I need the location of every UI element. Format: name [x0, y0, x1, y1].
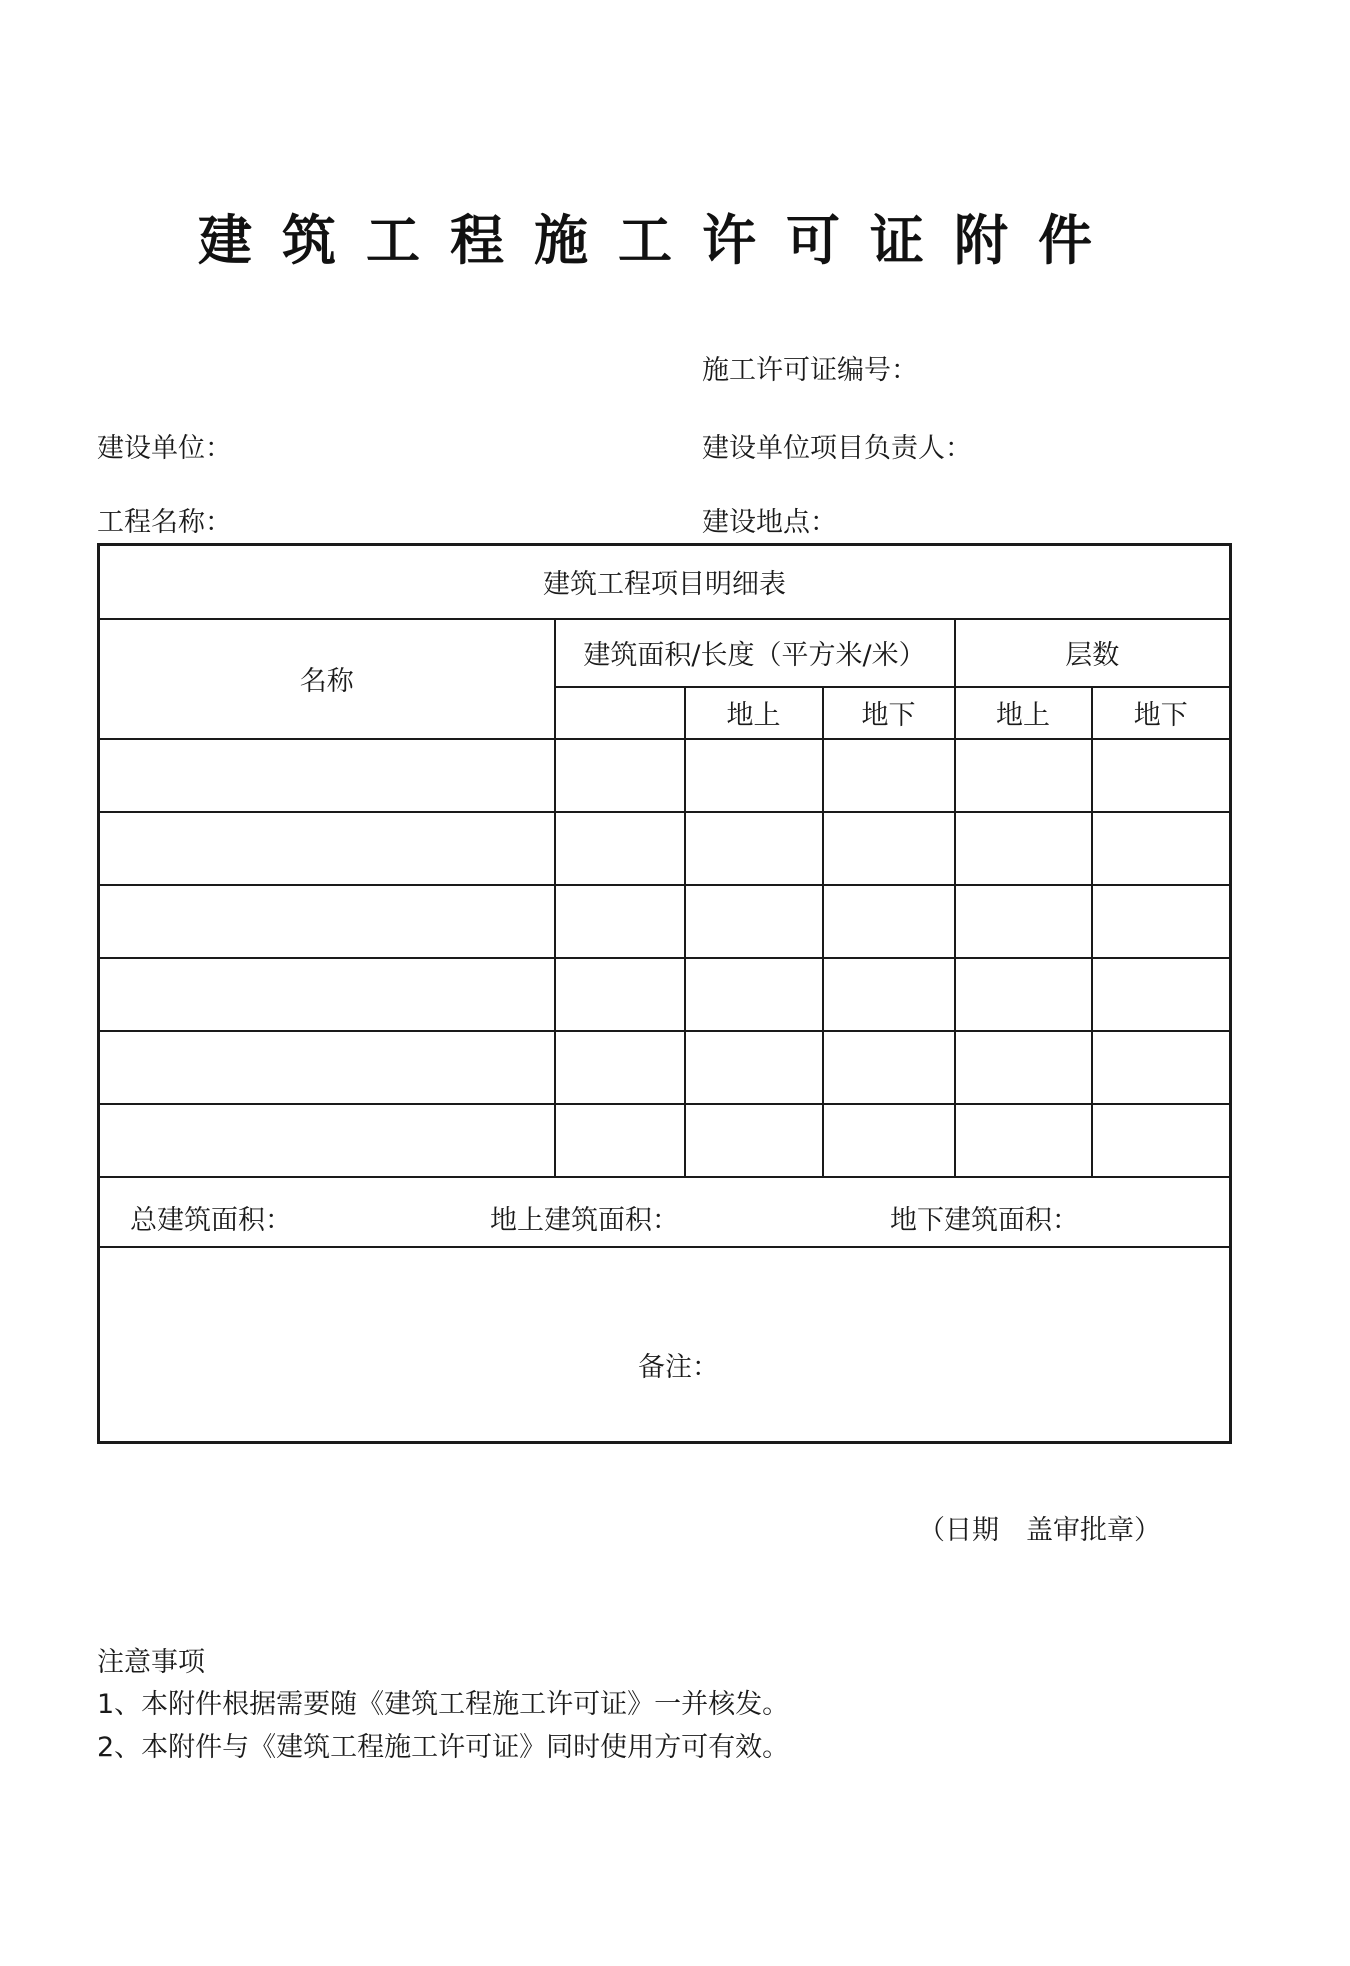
cell-floors-above[interactable]: [955, 1031, 1092, 1104]
notice-item: 2、本附件与《建筑工程施工许可证》同时使用方可有效。: [97, 1732, 790, 1763]
header-area-blank: [555, 687, 685, 739]
project-detail-table: [97, 543, 1232, 1444]
header-name: 名称: [99, 619, 555, 739]
header-area-above: 地上: [685, 687, 823, 739]
table-row: [99, 1031, 1231, 1104]
cell-area-below[interactable]: [823, 1104, 955, 1177]
cell-area-below[interactable]: [823, 812, 955, 885]
cell-area[interactable]: [555, 958, 685, 1031]
project-name-label: 工程名称：: [97, 507, 232, 538]
construction-unit-label: 建设单位：: [97, 433, 232, 464]
total-area-label: 总建筑面积：: [130, 1204, 292, 1236]
cell-floors-above[interactable]: [955, 812, 1092, 885]
cell-area[interactable]: [555, 739, 685, 812]
cell-area-below[interactable]: [823, 739, 955, 812]
cell-floors-below[interactable]: [1092, 885, 1231, 958]
table-row: [99, 885, 1231, 958]
cell-floors-below[interactable]: [1092, 1031, 1231, 1104]
cell-area-above[interactable]: [685, 885, 823, 958]
cell-floors-above[interactable]: [955, 958, 1092, 1031]
unit-manager-label: 建设单位项目负责人：: [702, 433, 972, 464]
cell-area[interactable]: [555, 1104, 685, 1177]
cell-name[interactable]: [99, 1031, 555, 1104]
remarks-label: 备注：: [638, 1351, 719, 1383]
table-title: 建筑工程项目明细表: [99, 545, 1231, 619]
notice-item: 1、本附件根据需要随《建筑工程施工许可证》一并核发。: [97, 1689, 790, 1720]
above-ground-area-label: 地上建筑面积：: [490, 1204, 679, 1236]
header-area: 建筑面积/长度（平方米/米）: [555, 619, 955, 687]
header-floors-above: 地上: [955, 687, 1092, 739]
cell-area-above[interactable]: [685, 1031, 823, 1104]
notice-heading: 注意事项: [97, 1647, 205, 1678]
cell-name[interactable]: [99, 958, 555, 1031]
cell-floors-above[interactable]: [955, 885, 1092, 958]
cell-area[interactable]: [555, 1031, 685, 1104]
table-row: [99, 958, 1231, 1031]
cell-name[interactable]: [99, 1104, 555, 1177]
below-ground-area-label: 地下建筑面积：: [890, 1204, 1079, 1236]
cell-area-above[interactable]: [685, 958, 823, 1031]
cell-name[interactable]: [99, 739, 555, 812]
cell-floors-below[interactable]: [1092, 739, 1231, 812]
remarks-cell[interactable]: [99, 1247, 1231, 1443]
cell-area-above[interactable]: [685, 812, 823, 885]
cell-name[interactable]: [99, 812, 555, 885]
table-row: [99, 1104, 1231, 1177]
cell-floors-below[interactable]: [1092, 812, 1231, 885]
cell-area-above[interactable]: [685, 1104, 823, 1177]
cell-floors-above[interactable]: [955, 739, 1092, 812]
cell-name[interactable]: [99, 885, 555, 958]
table-row: [99, 812, 1231, 885]
header-floors: 层数: [955, 619, 1231, 687]
table-row: [99, 739, 1231, 812]
cell-floors-below[interactable]: [1092, 958, 1231, 1031]
header-area-below: 地下: [823, 687, 955, 739]
cell-area-above[interactable]: [685, 739, 823, 812]
cell-area[interactable]: [555, 885, 685, 958]
cell-area-below[interactable]: [823, 885, 955, 958]
header-floors-below: 地下: [1092, 687, 1231, 739]
location-label: 建设地点：: [702, 507, 837, 538]
cell-area-below[interactable]: [823, 1031, 955, 1104]
permit-number-label: 施工许可证编号：: [702, 355, 918, 386]
document-title: 建筑工程施工许可证附件: [198, 209, 1122, 272]
cell-area-below[interactable]: [823, 958, 955, 1031]
date-stamp-note: （日期 盖审批章）: [918, 1515, 1161, 1546]
cell-floors-below[interactable]: [1092, 1104, 1231, 1177]
cell-area[interactable]: [555, 812, 685, 885]
summary-row: [99, 1177, 1231, 1247]
cell-floors-above[interactable]: [955, 1104, 1092, 1177]
